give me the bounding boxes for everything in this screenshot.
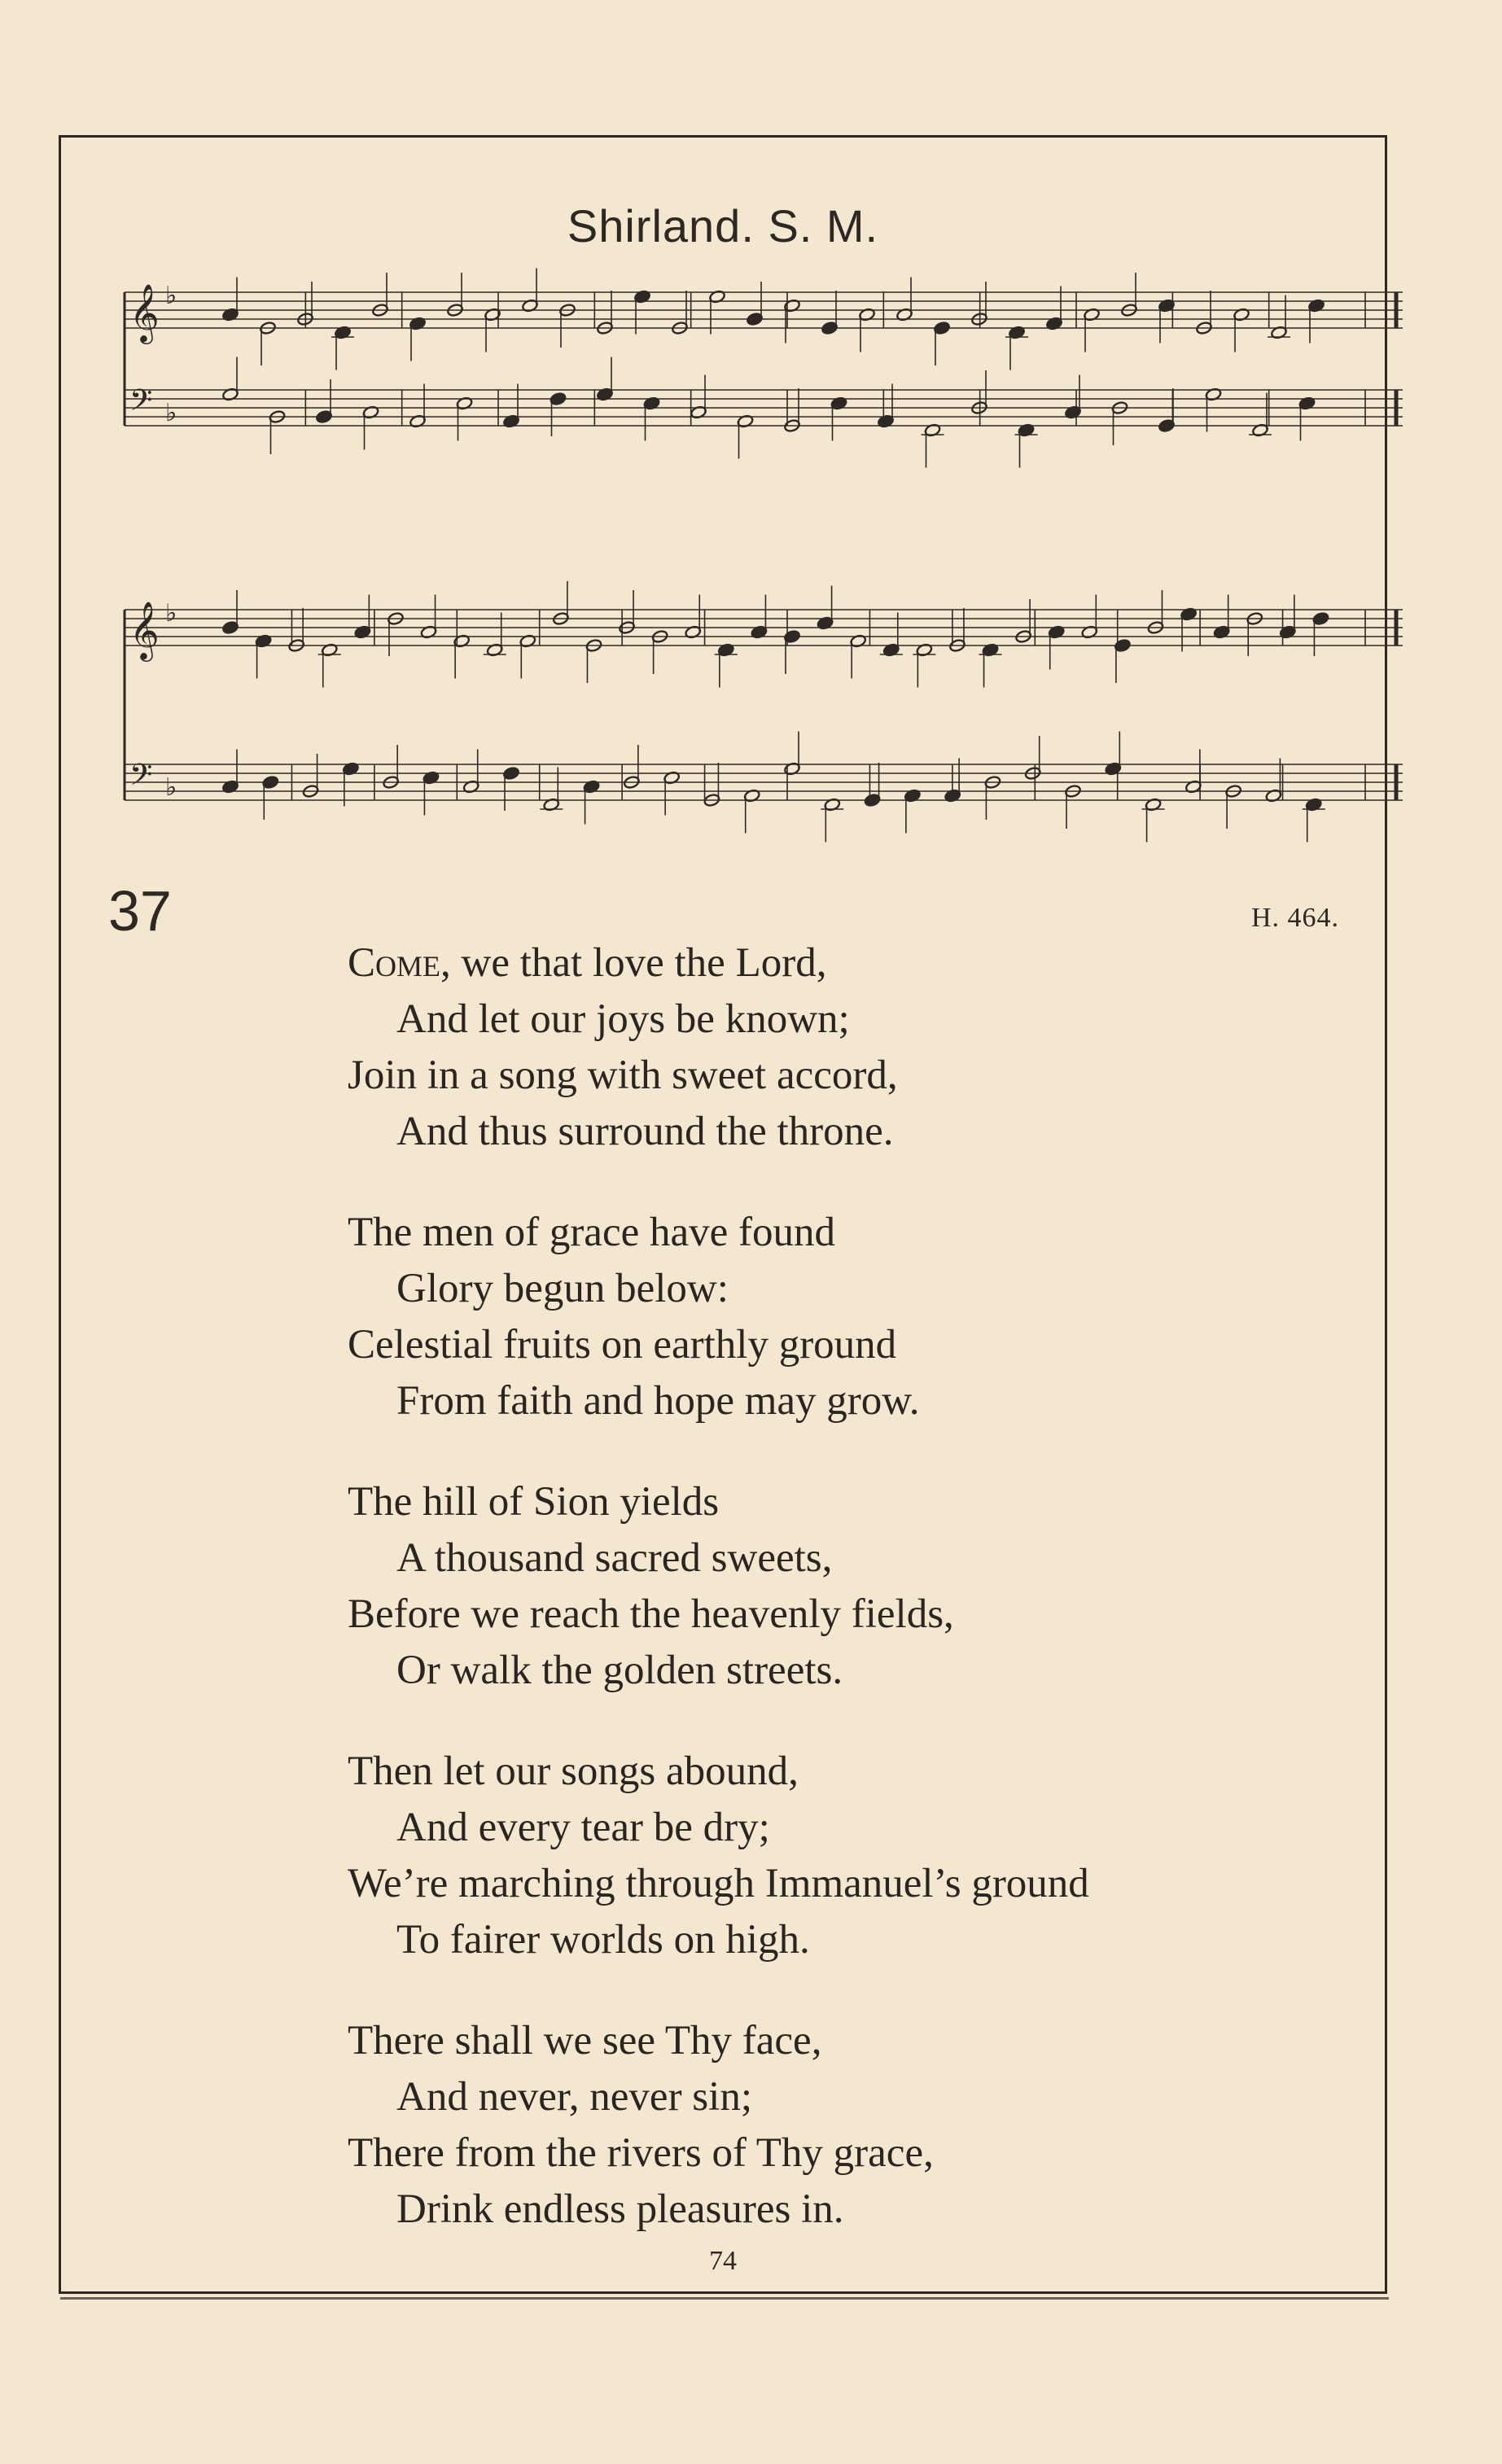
frame-shadow <box>60 2297 1389 2300</box>
stanza <box>348 1474 1365 1699</box>
stanza <box>348 1205 1365 1429</box>
verse-line: A thousand sacred sweets, <box>396 1535 833 1581</box>
verse-line: To fairer worlds on high. <box>396 1917 810 1963</box>
verse-line: There from the rivers of Thy grace, <box>348 2130 934 2176</box>
verse-line: The men of grace have found <box>348 1210 835 1255</box>
first-word: Come, <box>348 940 451 986</box>
hymn-verses <box>348 935 1365 2282</box>
treble-clef: 𝄞 <box>129 600 160 659</box>
verse-line: We’re marching through Immanuel’s ground <box>348 1861 1089 1906</box>
stanza <box>348 2013 1365 2238</box>
bass-clef: 𝄢 <box>129 758 153 799</box>
verse-line: Join in a song with sweet accord, <box>348 1053 898 1098</box>
hymn-reference: H. 464. <box>1250 903 1339 933</box>
stanza <box>348 1744 1365 1968</box>
flat-sign: ♭ <box>165 282 177 310</box>
verse-line: And every tear be dry; <box>396 1805 770 1850</box>
verse-line: Come, we that love the Lord, <box>348 940 827 986</box>
verse-line: The hill of Sion yields <box>348 1479 720 1525</box>
verse-line: And never, never sin; <box>396 2074 752 2120</box>
tune-title: Shirland. S. M. <box>567 200 879 252</box>
verse-line: There shall we see Thy face, <box>348 2018 822 2064</box>
page-number: 74 <box>709 2246 737 2276</box>
verse-line: Glory begun below: <box>396 1266 729 1311</box>
verse-line: Then let our songs abound, <box>348 1748 799 1794</box>
verse-line: Or walk the golden streets. <box>396 1648 843 1693</box>
treble-clef: 𝄞 <box>129 282 160 342</box>
flat-sign: ♭ <box>165 399 177 427</box>
verse-line: And let our joys be known; <box>396 996 850 1042</box>
music-score <box>116 268 1411 1000</box>
verse-line: Before we reach the heavenly fields, <box>348 1591 954 1637</box>
flat-sign: ♭ <box>165 773 177 802</box>
flat-sign: ♭ <box>165 599 177 628</box>
verse-line: Celestial fruits on earthly ground <box>348 1322 897 1368</box>
page-frame <box>59 135 1387 2294</box>
verse-line: And thus surround the throne. <box>396 1109 894 1154</box>
stanza <box>348 935 1365 1160</box>
bass-clef: 𝄢 <box>129 383 153 425</box>
hymn-number: 37 <box>108 879 172 943</box>
verse-line: Drink endless pleasures in. <box>396 2186 844 2232</box>
verse-line: From faith and hope may grow. <box>396 1378 920 1424</box>
